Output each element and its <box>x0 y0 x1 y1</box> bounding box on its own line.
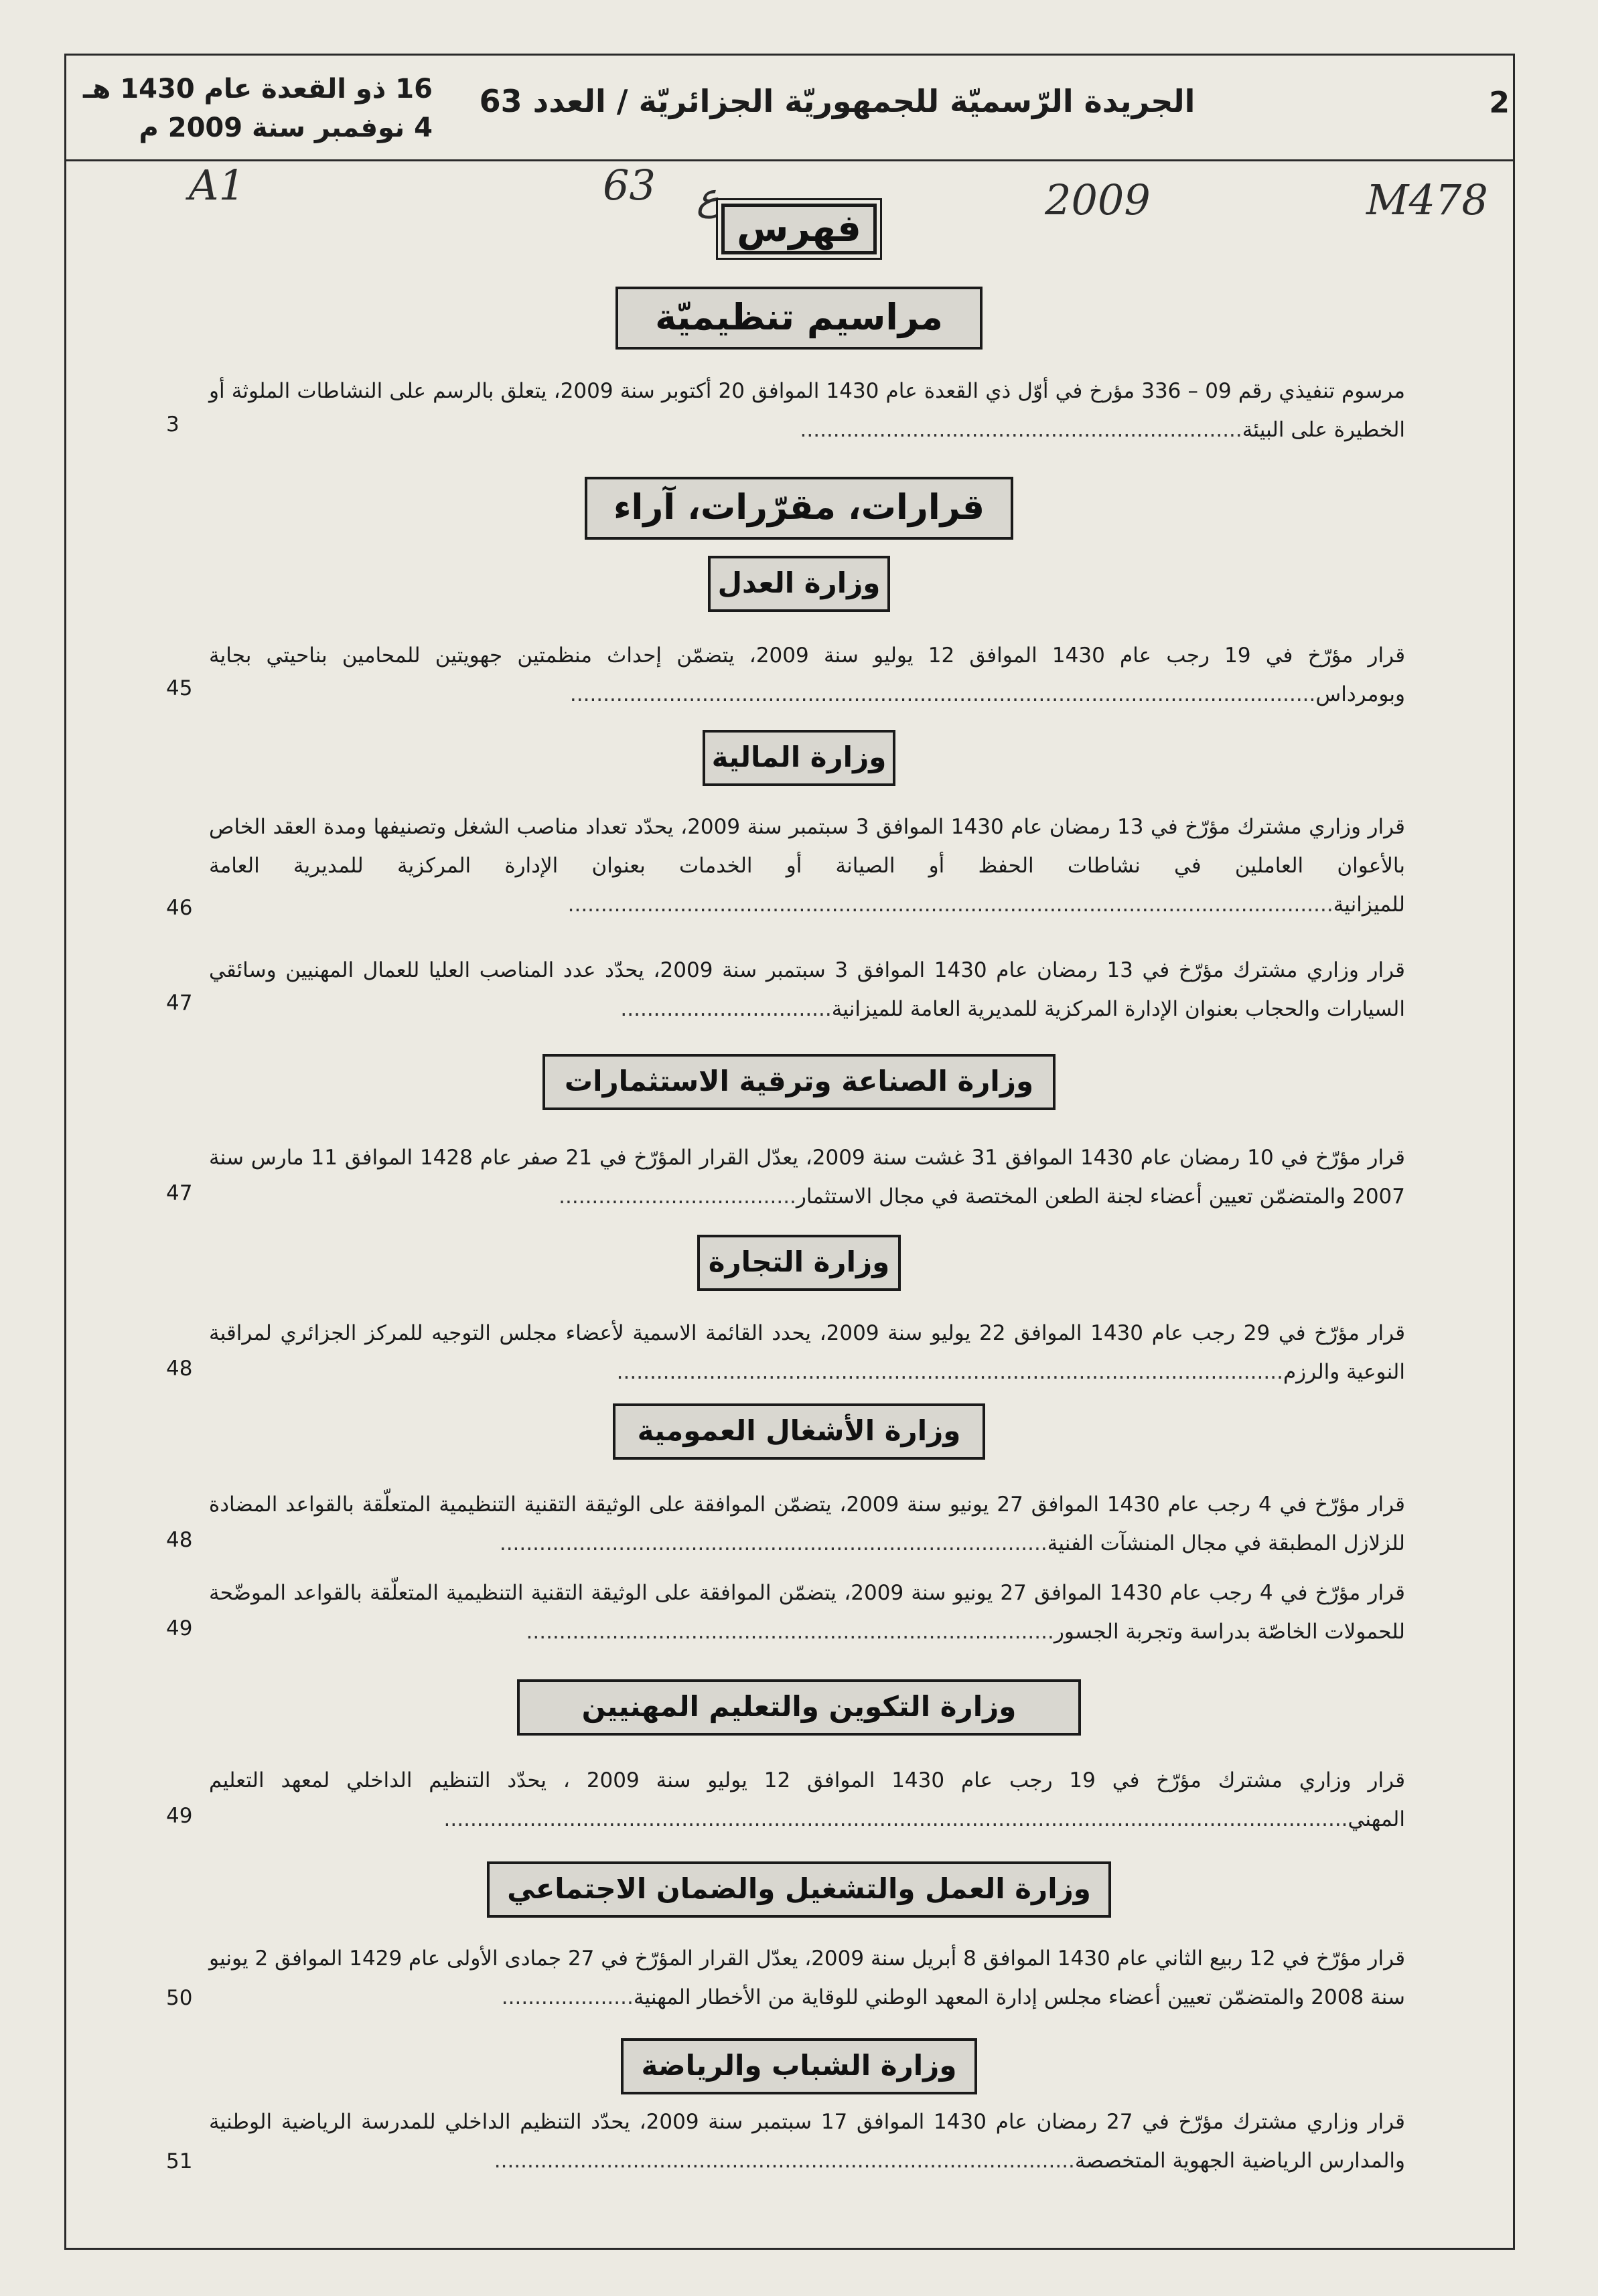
leader-dots: ................................ <box>620 997 832 1021</box>
header-date <box>83 70 433 147</box>
entry-text: قرار وزاري مشترك مؤرّخ في 27 رمضان عام 1430 الموافق 17 سبتمبر سنة 2009، يحدّد التنظيم الداخلي للمدرسة الرياضية الوطنية والمدارس الرياضية الجهوية المتخصصة <box>209 2110 1405 2173</box>
handwritten-note-issue: 63 <box>603 161 656 210</box>
ministry-heading-justice: وزارة العدل <box>708 556 890 612</box>
toc-entry[interactable] <box>209 1939 1405 2017</box>
leader-dots: ................................................................................................................. <box>569 682 1316 706</box>
toc-entry[interactable] <box>209 808 1405 924</box>
section-title-decrees: مراسيم تنظيميّة <box>615 287 983 350</box>
leader-dots: ......................................................................................................................................... <box>443 1807 1348 1831</box>
page-number: 2 <box>1489 86 1510 120</box>
toc-entry[interactable] <box>209 951 1405 1028</box>
ministry-heading-labour: وزارة العمل والتشغيل والضمان الاجتماعي <box>487 1861 1111 1918</box>
toc-entry[interactable] <box>209 372 1405 449</box>
handwritten-note-left: A1 <box>188 161 245 210</box>
entry-page-number: 46 <box>166 896 193 920</box>
entry-page-number: 3 <box>166 412 179 437</box>
entry-page-number: 48 <box>166 1357 193 1381</box>
entry-text: قرار مؤرّخ في 4 رجب عام 1430 الموافق 27 يونيو سنة 2009، يتضمّن الموافقة على الوثيقة التقنية التنظيمية المتعلّقة بالقواعد المضادة للزلازل المطبقة في مجال المنشآت الفنية <box>209 1493 1405 1555</box>
entry-text: قرار مؤرّخ في 10 رمضان عام 1430 الموافق 31 غشت سنة 2009، يعدّل القرار المؤرّخ في 21 صفر عام 1428 الموافق 11 مارس سنة 2007 والمتضمّن تعيين أعضاء لجنة الطعن المختصة في مجال الاستثمار <box>209 1146 1405 1209</box>
date-gregorian: 4 نوفمبر سنة 2009 م <box>139 112 433 143</box>
entry-text: قرار مؤرّخ في 29 رجب عام 1430 الموافق 22 يوليو سنة 2009، يحدد القائمة الاسمية لأعضاء مجلس التوجيه للمركز الجزائري لمراقبة النوعية والرزم <box>209 1321 1406 1384</box>
entry-page-number: 47 <box>166 991 193 1015</box>
entry-text: قرار وزاري مشترك مؤرّخ في 13 رمضان عام 1430 الموافق 3 سبتمبر سنة 2009، يحدّد عدد المناصب العليا للعمال المهنيين وسائقي السيارات والحجاب بعنوان الإدارة المركزية للمديرية العامة للميزانية <box>209 958 1405 1021</box>
handwritten-note-right: M478 <box>1366 175 1488 224</box>
ministry-heading-trade: وزارة التجارة <box>697 1235 901 1291</box>
section-title-decisions: قرارات، مقرّرات، آراء <box>585 477 1013 540</box>
leader-dots: .................................................................................................................... <box>567 893 1333 917</box>
entry-page-number: 48 <box>166 1528 193 1552</box>
journal-title: الجريدة الرّسميّة للجمهوريّة الجزائريّة / العدد 63 <box>479 83 1195 119</box>
ministry-heading-public-works: وزارة الأشغال العمومية <box>613 1403 985 1460</box>
toc-entry[interactable] <box>209 636 1405 714</box>
ministry-heading-industry: وزارة الصناعة وترقية الاستثمارات <box>542 1054 1056 1110</box>
leader-dots: .................... <box>501 1985 634 2009</box>
entry-page-number: 49 <box>166 1804 193 1828</box>
date-hijri: 16 ذو القعدة عام 1430 هـ <box>83 74 433 104</box>
leader-dots: ................................................................................... <box>499 1531 1047 1555</box>
handwritten-note-year: 2009 <box>1045 175 1151 224</box>
entry-page-number: 51 <box>166 2149 193 2173</box>
leader-dots: ..................................................................................................... <box>616 1360 1283 1384</box>
entry-text: قرار مؤرّخ في 4 رجب عام 1430 الموافق 27 يونيو سنة 2009، يتضمّن الموافقة على الوثيقة التقنية التنظيمية المتعلّقة بالقواعد الموضّحة للحمولات الخاصّة بدراسة وتجربة الجسور <box>209 1581 1406 1644</box>
handwritten-note-mark: ع <box>697 175 719 219</box>
toc-entry[interactable] <box>209 1138 1405 1216</box>
leader-dots: .................................... <box>559 1184 796 1209</box>
entry-text: قرار مؤرّخ في 19 رجب عام 1430 الموافق 12 يوليو سنة 2009، يتضمّن إحداث منظمتين جهويتين للمحامين بناحيتي بجاية وبومرداس <box>209 643 1406 706</box>
index-title: فهرس <box>721 204 877 254</box>
entry-page-number: 50 <box>166 1986 193 2010</box>
entry-text: قرار وزاري مشترك مؤرّخ في 13 رمضان عام 1430 الموافق 3 سبتمبر سنة 2009، يحدّد تعداد مناصب الشغل وتصنيفها ومدة العقد الخاص بالأعوان العاملين في نشاطات الحفظ أو الصيانة أو الخدمات بعنوان الإدارة المركزية للمديرية العامة للميزانية <box>209 815 1405 917</box>
toc-entry[interactable] <box>209 1485 1405 1563</box>
leader-dots: ................................................................... <box>800 418 1242 442</box>
toc-entry[interactable] <box>209 1574 1405 1651</box>
leader-dots: ................................................................................ <box>526 1620 1054 1644</box>
toc-entry[interactable] <box>209 2102 1405 2180</box>
entry-page-number: 49 <box>166 1616 193 1640</box>
entry-page-number: 45 <box>166 676 193 700</box>
toc-entry[interactable] <box>209 1314 1405 1391</box>
entry-text: مرسوم تنفيذي رقم 09 – 336 مؤرخ في أوّل ذي القعدة عام 1430 الموافق 20 أكتوبر سنة 2009، يتعلق بالرسم على النشاطات الملوثة أو الخطيرة على البيئة <box>209 379 1405 442</box>
entry-text: قرار وزاري مشترك مؤرّخ في 19 رجب عام 1430 الموافق 12 يوليو سنة 2009 ، يحدّد التنظيم الداخلي لمعهد التعليم المهني <box>209 1768 1406 1831</box>
header-rule <box>64 159 1515 161</box>
toc-entry[interactable] <box>209 1761 1405 1839</box>
leader-dots: ........................................................................................ <box>494 2149 1075 2173</box>
ministry-heading-youth-sports: وزارة الشباب والرياضة <box>621 2038 977 2094</box>
entry-page-number: 47 <box>166 1181 193 1205</box>
entry-text: قرار مؤرّخ في 12 ربيع الثاني عام 1430 الموافق 8 أبريل سنة 2009، يعدّل القرار المؤرّخ في 27 جمادى الأولى عام 1429 الموافق 2 يونيو سنة 2008 والمتضمّن تعيين أعضاء مجلس إدارة المعهد الوطني للوقاية من الأخطار المهنية <box>209 1946 1406 2009</box>
ministry-heading-finance: وزارة المالية <box>703 730 895 786</box>
ministry-heading-vocational-training: وزارة التكوين والتعليم المهنيين <box>517 1679 1081 1736</box>
